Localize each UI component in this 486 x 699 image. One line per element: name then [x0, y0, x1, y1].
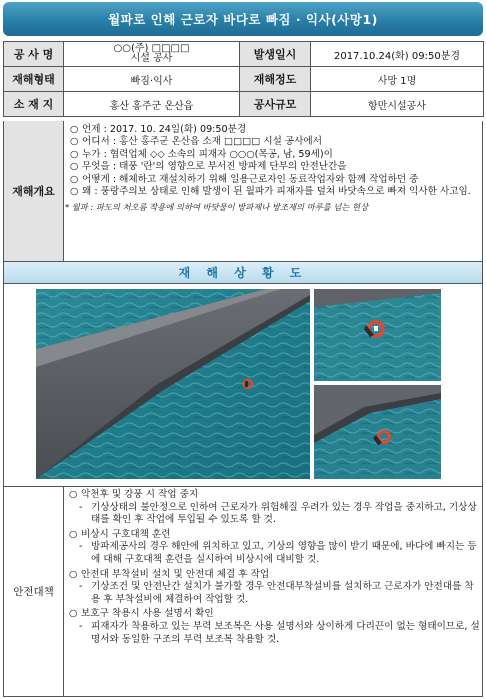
measures-label: 안전대책	[4, 487, 64, 696]
circle-bullet-icon: ○	[69, 608, 78, 620]
outline-item: ○ 누가 : 협력업체 ◇◇ 소속의 피재자 ○○○(목공, 남, 59세)이	[70, 148, 333, 160]
location-value: 홍산 홍주군 온산읍	[64, 92, 240, 117]
dash-bullet-icon: -	[79, 501, 83, 513]
accident-outline-section	[3, 121, 483, 262]
outline-label: 재해개요	[4, 121, 64, 261]
situation-diagram	[3, 284, 483, 487]
wave-overtopping-note: * 월파 : 파도의 처오름 작용에 의하여 바닷물이 방파제나 방조제의 마루를 넘는 현상	[65, 202, 369, 213]
circle-bullet-icon: ○	[70, 173, 79, 185]
outline-item: ○ 무엇을 : 태풍 '란'의 영향으로 부서진 방파제 단부의 안전난간을	[70, 161, 347, 173]
location-label: 소 재 지	[4, 92, 64, 117]
measure-heading: ○ 악천후 및 강풍 시 작업 중지	[69, 489, 199, 500]
measure-detail: - 방파제공사의 경우 해안에 위치하고 있고, 기상의 영향을 많이 받기 때문에, 바다에 빠지는 등에 대해 구호대책 훈련을 실시하여 비상시에 대비할 것.	[79, 541, 477, 565]
measure-detail: - 기상상태의 불안정으로 인하여 근로자가 위험해질 우려가 있는 경우 작업을 중지하고, 기상상태를 확인 후 작업에 투입될 수 있도록 할 것.	[79, 501, 477, 526]
scale-label: 공사규모	[240, 92, 311, 117]
measure-detail: - 피재자가 착용하고 있는 부력 보조복은 사용 설명서와 상이하게 다리끈이 없는 형태이므로, 설명서와 동일한 구조의 부력 보조복 착용할 것.	[79, 620, 480, 645]
circle-bullet-icon: ○	[70, 148, 79, 160]
circle-bullet-icon: ○	[70, 186, 79, 198]
circle-bullet-icon: ○	[70, 136, 79, 148]
situation-diagram-title: 재 해 상 황 도	[3, 262, 483, 284]
severity-value: 사망 1명	[311, 67, 484, 92]
circle-bullet-icon: ○	[69, 568, 78, 580]
breakwater-wide-image	[36, 289, 310, 479]
outline-item: ○ 어떻게 : 해체하고 재설치하기 위해 일용근로자인 동료작업자와 함께 작업하던 중	[70, 173, 419, 185]
outline-item: ○ 어디서 : 홍산 홍주군 온산읍 소재 □□□□ 시설 공사에서	[70, 136, 322, 148]
date-label: 발생일시	[240, 42, 311, 67]
dash-bullet-icon: -	[79, 620, 83, 632]
type-value: 빠짐·익사	[64, 67, 240, 92]
breakwater-edge-image	[314, 385, 441, 479]
circle-bullet-icon: ○	[69, 528, 78, 540]
document-title: 월파로 인해 근로자 바다로 빠짐 · 익사(사망1)	[3, 2, 483, 36]
circle-bullet-icon: ○	[70, 124, 79, 135]
measures-body	[69, 487, 481, 646]
measure-heading: ○ 안전대 부착설비 설치 및 안전대 체결 후 작업	[69, 568, 270, 580]
outline-item: ○ 왜 : 풍랑주의보 상태로 인해 발생이 된 월파가 피재자를 덮쳐 바닷속으로 빠져 익사한 사고임.	[70, 186, 471, 198]
accident-info-table	[3, 41, 484, 117]
outline-item: ○ 언제 : 2017. 10. 24일(화) 09:50분경	[70, 124, 247, 135]
scale-value: 항만시설공사	[311, 92, 484, 117]
measure-heading: ○ 비상시 구호대책 훈련	[69, 528, 171, 540]
measure-heading: ○ 보호구 착용시 사용 설명서 확인	[69, 608, 214, 620]
safety-measures-section	[3, 487, 483, 697]
date-value: 2017.10.24(화) 09:50분경	[311, 42, 484, 67]
dash-bullet-icon: -	[79, 541, 83, 553]
circle-bullet-icon: ○	[69, 489, 78, 500]
project-label: 공 사 명	[4, 42, 64, 67]
severity-label: 재해정도	[240, 67, 311, 92]
dash-bullet-icon: -	[79, 581, 83, 593]
circle-bullet-icon: ○	[70, 161, 79, 173]
life-ring-closeup-image	[314, 289, 441, 381]
project-value-line2: 시설 공사	[130, 53, 173, 64]
outline-body	[65, 124, 480, 214]
project-value-line1: ○○(주) □□□□	[113, 43, 190, 54]
type-label: 재해형태	[4, 67, 64, 92]
measure-detail: - 기상조건 및 안전난간 설치가 불가할 경우 안전대부착설비를 설치하고 근로자가 안전대를 착용 후 부착설비에 체결하여 작업할 것.	[79, 581, 474, 605]
project-value	[64, 42, 240, 67]
